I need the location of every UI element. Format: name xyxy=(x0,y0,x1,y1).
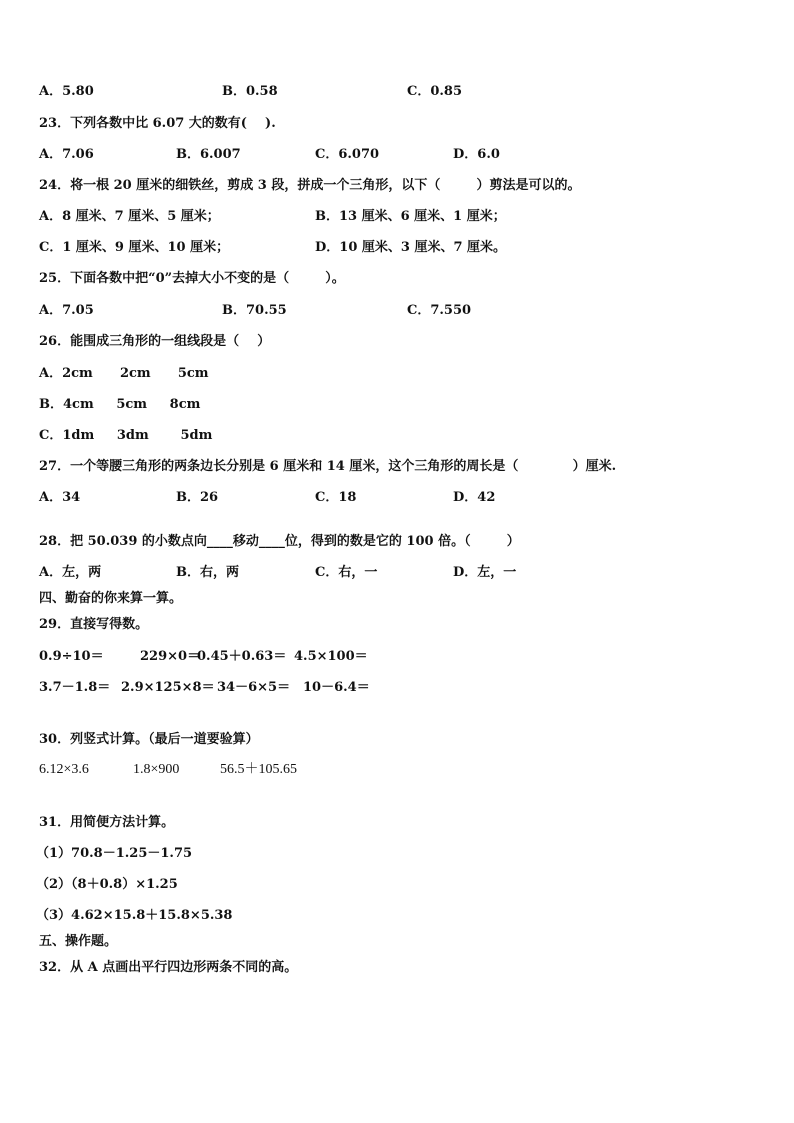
q28-option-d: D．左，一 xyxy=(453,565,517,580)
q29-stem: 29．直接写得数。 xyxy=(39,617,149,632)
q24-option-c: C．1 厘米、9 厘米、10 厘米； xyxy=(39,240,230,255)
q23-stem: 23．下列各数中比 6.07 大的数有( ). xyxy=(39,116,276,131)
q23-option-a: A．7.06 xyxy=(39,147,94,162)
q26-option-a: A．2cm 2cm 5cm xyxy=(39,366,209,381)
q30-item: 56.5＋105.65 xyxy=(220,762,297,777)
q27-option-a: A．34 xyxy=(39,490,81,505)
q32-stem: 32．从 A 点画出平行四边形两条不同的高。 xyxy=(39,960,298,975)
q23-option-b: B．6.007 xyxy=(176,147,241,162)
q29-item: 34－6×5＝ xyxy=(217,680,291,695)
section-5-heading: 五、操作题。 xyxy=(39,934,118,949)
q31-item-2: （2）（8＋0.8）×1.25 xyxy=(36,877,178,892)
q31-item-1: （1）70.8－1.25－1.75 xyxy=(36,846,193,861)
q31-item-3: （3）4.62×15.8＋15.8×5.38 xyxy=(36,908,233,923)
q24-stem: 24．将一根 20 厘米的细铁丝，剪成 3 段，拼成一个三角形，以下（ ）剪法是可以的。 xyxy=(39,178,581,193)
q29-item: 0.9÷10＝ xyxy=(39,649,104,664)
q27-option-b: B．26 xyxy=(176,490,219,505)
q28-option-c: C．右，一 xyxy=(315,565,378,580)
q22-option-c: C．0.85 xyxy=(407,84,463,99)
q25-option-a: A．7.05 xyxy=(39,303,94,318)
q29-item: 3.7－1.8＝ xyxy=(39,680,111,695)
q29-item: 10－6.4＝ xyxy=(303,680,370,695)
q29-item: 4.5×100＝ xyxy=(294,649,368,664)
q29-item: 2.9×125×8＝ xyxy=(121,680,215,695)
q26-stem: 26．能围成三角形的一组线段是（ ） xyxy=(39,334,271,349)
q29-item: 0.45＋0.63＝ xyxy=(197,649,287,664)
q31-stem: 31．用简便方法计算。 xyxy=(39,815,175,830)
q28-stem: 28．把 50.039 的小数点向____移动____位，得到的数是它的 100 倍。（ ） xyxy=(39,534,520,549)
q28-option-b: B．右，两 xyxy=(176,565,239,580)
q23-option-d: D．6.0 xyxy=(453,147,500,162)
q24-option-a: A．8 厘米、7 厘米、5 厘米； xyxy=(39,209,220,224)
q28-option-a: A．左，两 xyxy=(39,565,102,580)
q26-option-c: C．1dm 3dm 5dm xyxy=(39,428,213,443)
q29-item: 229×0＝ xyxy=(140,649,201,664)
q25-option-b: B．70.55 xyxy=(222,303,287,318)
q25-option-c: C．7.550 xyxy=(407,303,472,318)
q30-stem: 30．列竖式计算。（最后一道要验算） xyxy=(39,732,259,747)
q27-stem: 27．一个等腰三角形的两条边长分别是 6 厘米和 14 厘米，这个三角形的周长是（ ）厘米. xyxy=(39,459,617,474)
q26-option-b: B．4cm 5cm 8cm xyxy=(39,397,201,412)
q27-option-d: D．42 xyxy=(453,490,496,505)
q30-item: 1.8×900 xyxy=(133,762,180,777)
q27-option-c: C．18 xyxy=(315,490,357,505)
section-4-heading: 四、勤奋的你来算一算。 xyxy=(39,591,183,606)
q24-option-b: B．13 厘米、6 厘米、1 厘米； xyxy=(315,209,506,224)
q25-stem: 25．下面各数中把“0”去掉大小不变的是（ ）。 xyxy=(39,271,345,286)
q22-option-a: A．5.80 xyxy=(39,84,94,99)
q24-option-d: D．10 厘米、3 厘米、7 厘米。 xyxy=(315,240,507,255)
q23-option-c: C．6.070 xyxy=(315,147,380,162)
q30-item: 6.12×3.6 xyxy=(39,762,89,777)
q22-option-b: B．0.58 xyxy=(222,84,278,99)
